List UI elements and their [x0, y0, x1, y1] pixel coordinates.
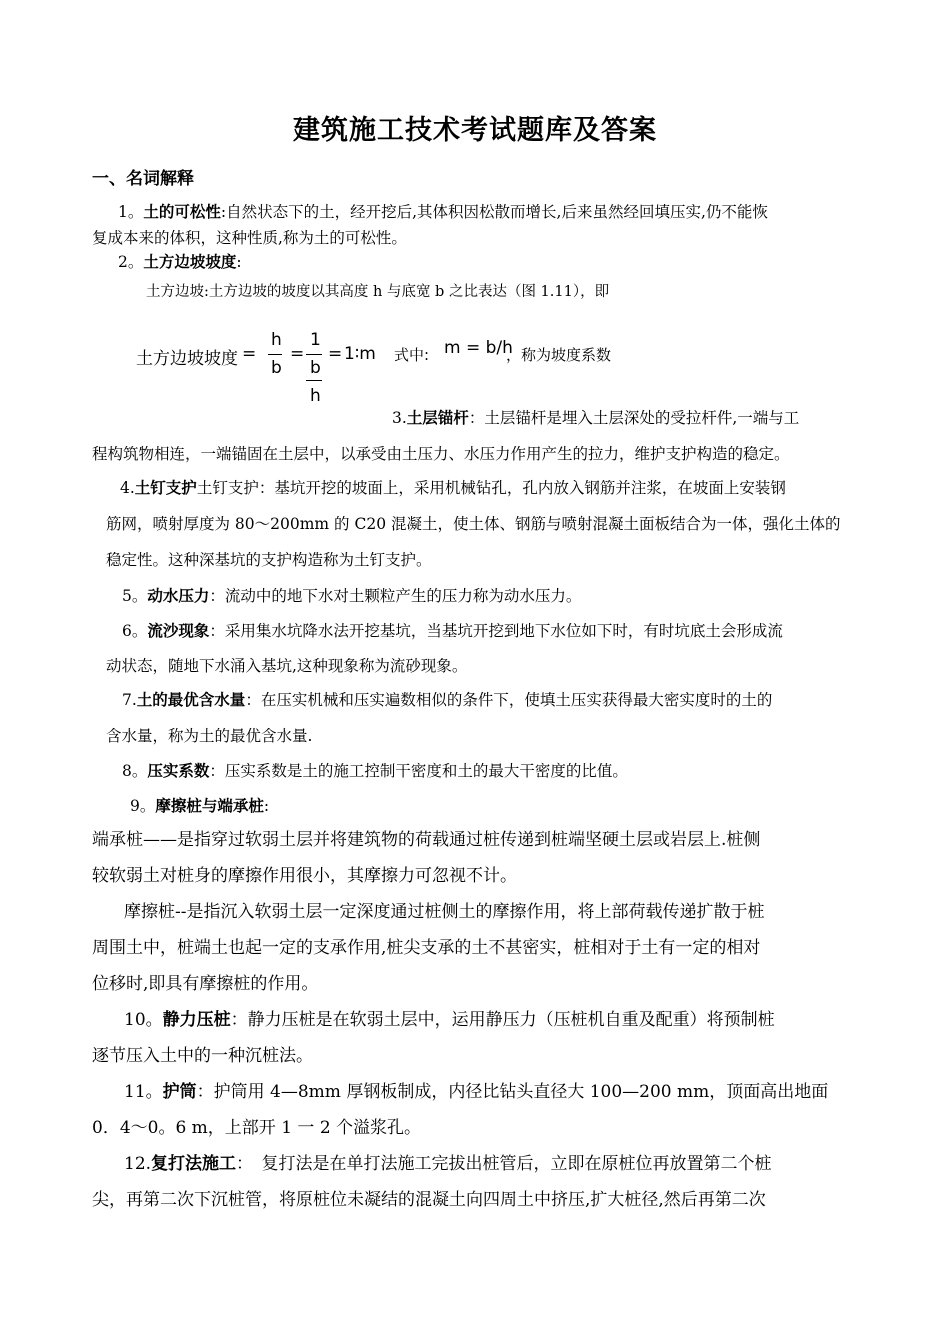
term-line: 10。静力压桩：静力压桩是在软弱土层中，运用静压力（压桩机自重及配重）将预制桩 — [124, 1010, 775, 1030]
text-line: 筋网，喷射厚度为 80～200mm 的 C20 混凝土，使土体、钢筋与喷射混凝土面板结合为一体，强化土体的 — [106, 515, 841, 533]
term-line: 3.土层锚杆：土层锚杆是埋入土层深处的受拉杆件,一端与工 — [392, 409, 800, 427]
term-line: 8。压实系数：压实系数是土的施工控制干密度和土的最大干密度的比值。 — [122, 762, 628, 780]
term-line: 12.复打法施工： 复打法是在单打法施工完拔出桩管后，立即在原桩位再放置第二个桩 — [124, 1154, 772, 1174]
text-line: 动状态，随地下水涌入基坑,这种现象称为流砂现象。 — [106, 657, 468, 675]
text-line: 位移时,即具有摩擦桩的作用。 — [92, 974, 319, 994]
text-line: 端承桩——是指穿过软弱土层并将建筑物的荷载通过桩传递到桩端坚硬土层或岩层上.桩侧 — [92, 830, 761, 850]
text-line: 土方边坡:土方边坡的坡度以其高度 h 与底宽 b 之比表达（图 1.11），即 — [146, 284, 610, 300]
text-line: 含水量，称为土的最优含水量. — [106, 727, 313, 745]
term-line: 4.土钉支护土钉支护：基坑开挖的坡面上，采用机械钻孔，孔内放入钢筋并注浆，在坡面上安装钢 — [120, 479, 786, 497]
text-line: 摩擦桩--是指沉入软弱土层一定深度通过桩侧土的摩擦作用，将上部荷载传递扩散于桩 — [124, 902, 765, 922]
text-line: 逐节压入土中的一种沉桩法。 — [92, 1046, 313, 1066]
text-line: 复成本来的体积，这种性质,称为土的可松性。 — [92, 229, 407, 247]
text-line: 程构筑物相连，一端锚固在土层中，以承受由土压力、水压力作用产生的拉力，维护支护构造的稳定。 — [92, 445, 790, 463]
text-line: 尖，再第二次下沉桩管，将原桩位未凝结的混凝土向四周土中挤压,扩大桩径,然后再第二次 — [92, 1190, 766, 1210]
text-line: 较软弱土对桩身的摩擦作用很小，其摩擦力可忽视不计。 — [92, 866, 517, 886]
text-line: 稳定性。这种深基坑的支护构造称为土钉支护。 — [106, 551, 432, 569]
term-line: 6。流沙现象：采用集水坑降水法开挖基坑，当基坑开挖到地下水位如下时，有时坑底土会形成流 — [122, 622, 783, 640]
term-line: 1。土的可松性:自然状态下的土，经开挖后,其体积因松散而增长,后来虽然经回填压实,仍不能恢 — [118, 203, 768, 221]
term-line: 11。护筒：护筒用 4—8mm 厚钢板制成，内径比钻头直径大 100—200 mm，顶面高出地面 — [124, 1082, 829, 1102]
term-line: 5。动水压力：流动中的地下水对土颗粒产生的压力称为动水压力。 — [122, 587, 582, 605]
page-title: 建筑施工技术考试题库及答案 — [293, 115, 657, 146]
term-line: 7.土的最优含水量：在压实机械和压实遍数相似的条件下，使填土压实获得最大密实度时的土的 — [122, 691, 773, 709]
slope-formula: 土方边坡坡度 = h b = 1 b h = 1∶m 式中: m = b/h ，称为坡度系数 — [136, 330, 612, 406]
text-line: 周围土中，桩端土也起一定的支承作用,桩尖支承的土不甚密实，桩相对于土有一定的相对 — [92, 938, 761, 958]
section-heading: 一、名词解释 — [92, 169, 194, 189]
term-line: 2。土方边坡坡度: — [118, 253, 242, 271]
term-line: 9。摩擦桩与端承桩: — [130, 797, 270, 815]
text-line: 0．4～0。6 m，上部开 1 一 2 个溢浆孔。 — [92, 1118, 422, 1138]
